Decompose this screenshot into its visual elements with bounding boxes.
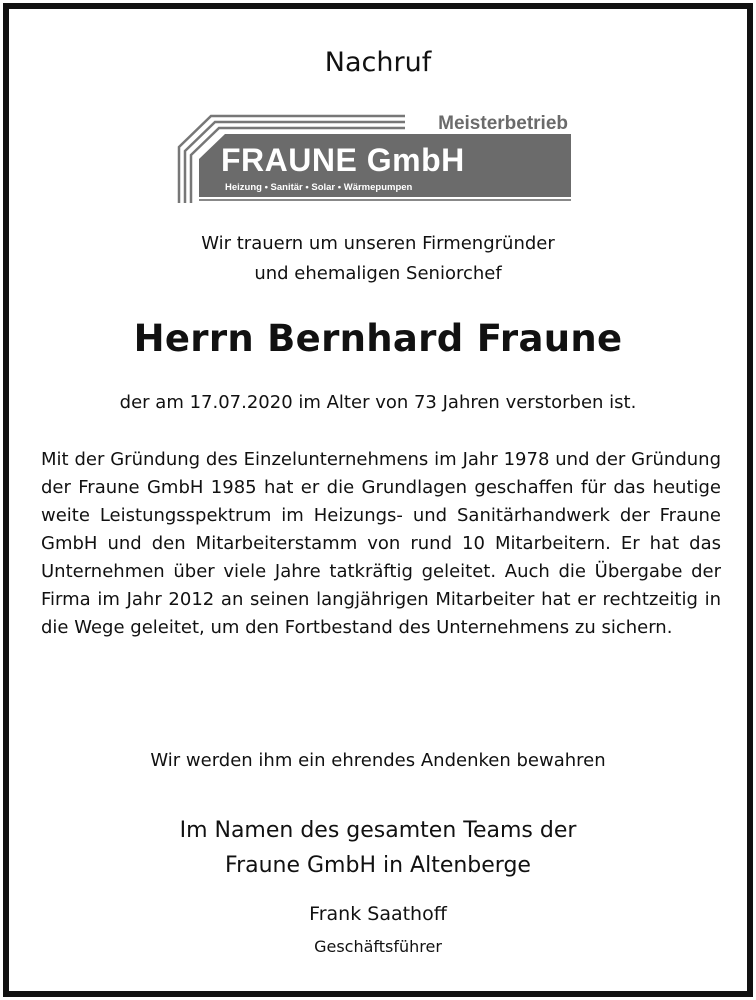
- logo-company-name: FRAUNE GmbH: [221, 142, 465, 178]
- body-paragraph: Mit der Gründung des Einzelunternehmens im Jahr 1978 und der Gründung der Fraune GmbH 1985 hat er die Grundlagen geschaffen für das heutige weite Leistungsspektrum im Heizungs- und Sanitärhandwerk der Fraune GmbH und den Mitarbeiterstamm von rund 10 Mitarbeitern. Er hat das Unternehmen über viele Jahre tatkräftig geleitet. Auch die Übergabe der Firma im Jahr 2012 an seinen langjährigen Mitarbeiter hat er rechtzeitig in die Wege geleitet, um den Fortbestand des Unternehmens zu sichern.: [41, 449, 721, 638]
- obituary-frame: [3, 3, 753, 997]
- logo-tagline: Meisterbetrieb: [438, 113, 568, 134]
- signer-name: Frank Saathoff: [309, 903, 447, 925]
- team-line-2: Fraune GmbH in Altenberge: [225, 853, 531, 878]
- intro-line-2: und ehemaligen Seniorchef: [254, 263, 502, 284]
- death-notice: der am 17.07.2020 im Alter von 73 Jahren verstorben ist.: [119, 392, 637, 413]
- deceased-name: Herrn Bernhard Fraune: [133, 317, 623, 360]
- tribute-line: Wir werden ihm ein ehrendes Andenken bewahren: [150, 750, 606, 771]
- heading: Nachruf: [324, 47, 432, 78]
- intro-line-1: Wir trauern um unseren Firmengründer: [201, 233, 555, 254]
- signer-role: Geschäftsführer: [314, 937, 442, 956]
- company-logo: [175, 107, 571, 203]
- logo-services: Heizung • Sanitär • Solar • Wärmepumpen: [225, 182, 413, 193]
- team-line-1: Im Namen des gesamten Teams der: [179, 818, 577, 843]
